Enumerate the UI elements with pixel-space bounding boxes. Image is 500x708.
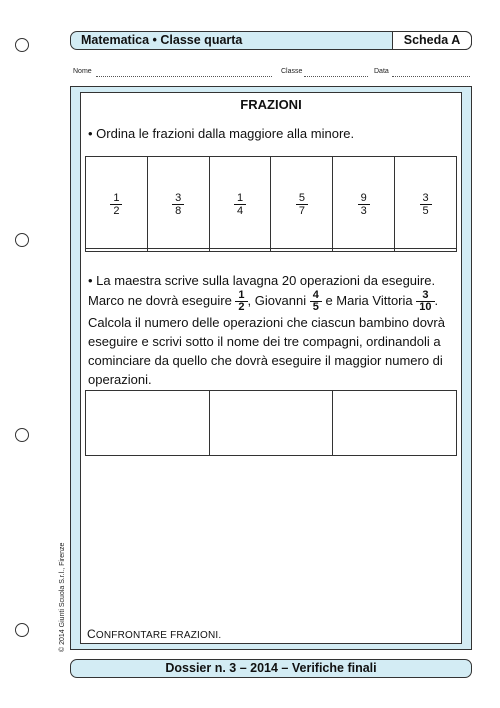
fraction-cell [209, 157, 271, 249]
denominator: 5 [420, 204, 432, 217]
fractions-row [86, 157, 457, 249]
exercise2-rest: Calcola il numero delle operazioni che ciascun bambino dovrà eseguire e scrivi sotto il nome dei tre compagni, ordinandoli a cominciare da quello che dovrà eseguire il maggior numero di operazioni. [88, 315, 445, 387]
numerator: 5 [298, 191, 305, 204]
fractions-table [85, 156, 457, 252]
worksheet-title: FRAZIONI [240, 97, 302, 112]
answer-cell[interactable] [271, 248, 333, 251]
numerator: 3 [175, 191, 182, 204]
answer-box[interactable] [86, 391, 210, 456]
fraction [358, 192, 370, 217]
fraction-marco [235, 290, 247, 313]
answer-box[interactable] [209, 391, 333, 456]
copyright-notice: © 2014 Giunti Scuola S.r.l., Firenze [59, 542, 66, 652]
fraction [234, 192, 246, 217]
fraction [420, 192, 432, 217]
names-row [86, 391, 457, 456]
exercise2-maria-text: e Maria Vittoria [321, 292, 417, 308]
class-field[interactable] [304, 76, 368, 77]
fraction-cell [395, 157, 457, 249]
denominator: 5 [310, 301, 322, 313]
fraction-cell [271, 157, 333, 249]
denominator: 7 [296, 204, 308, 217]
denominator: 2 [110, 204, 122, 217]
exercise1-instruction: • Ordina le frazioni dalla maggiore alla minore. [88, 126, 355, 141]
denominator: 8 [172, 204, 184, 217]
binder-hole-1 [15, 38, 29, 52]
denominator: 4 [234, 204, 246, 217]
fraction-cell [86, 157, 148, 249]
denominator: 3 [358, 204, 370, 217]
answer-cell[interactable] [395, 248, 457, 251]
date-label: Data [374, 68, 389, 75]
name-field[interactable] [96, 76, 272, 77]
numerator: 1 [238, 289, 245, 301]
fraction-giovanni [310, 290, 322, 313]
numerator: 3 [422, 289, 429, 301]
fraction [296, 192, 308, 217]
numerator: 9 [360, 191, 367, 204]
exercise2-giovanni-text: , Giovanni [247, 292, 310, 308]
fraction [172, 192, 184, 217]
answers-row [86, 248, 457, 251]
numerator: 1 [237, 191, 244, 204]
dossier-footer: Dossier n. 3 – 2014 – Verifiche finali [70, 659, 472, 678]
answer-cell[interactable] [86, 248, 148, 251]
exercise2-text [88, 271, 460, 389]
numerator: 3 [422, 191, 429, 204]
denominator: 10 [416, 301, 434, 313]
answer-cell[interactable] [333, 248, 395, 251]
subject-label: Matematica • Classe quarta [81, 33, 243, 47]
fraction-maria [416, 290, 434, 313]
exercise2-end-punct: . [434, 292, 439, 308]
answer-box[interactable] [333, 391, 457, 456]
answer-cell[interactable] [209, 248, 271, 251]
exercise2-line1: • La maestra scrive sulla lavagna 20 operazioni da eseguire. [88, 273, 436, 288]
binder-hole-4 [15, 623, 29, 637]
exercise2-marco-text: Marco ne dovrà eseguire [88, 292, 236, 308]
answer-cell[interactable] [147, 248, 209, 251]
numerator: 4 [312, 289, 319, 301]
fraction-cell [333, 157, 395, 249]
binder-hole-3 [15, 428, 29, 442]
fraction [110, 192, 122, 217]
fraction-cell [147, 157, 209, 249]
binder-hole-2 [15, 233, 29, 247]
denominator: 2 [235, 301, 247, 313]
class-label: Classe [281, 68, 303, 75]
numerator: 1 [113, 191, 120, 204]
topic-initial: C [87, 627, 96, 641]
sheet-label: Scheda A [392, 31, 472, 50]
topic-rest: ONFRONTARE FRAZIONI. [95, 630, 222, 641]
name-label: Nome [73, 68, 92, 75]
date-field[interactable] [392, 76, 470, 77]
topic-label [87, 627, 221, 641]
names-answer-table [85, 390, 457, 456]
